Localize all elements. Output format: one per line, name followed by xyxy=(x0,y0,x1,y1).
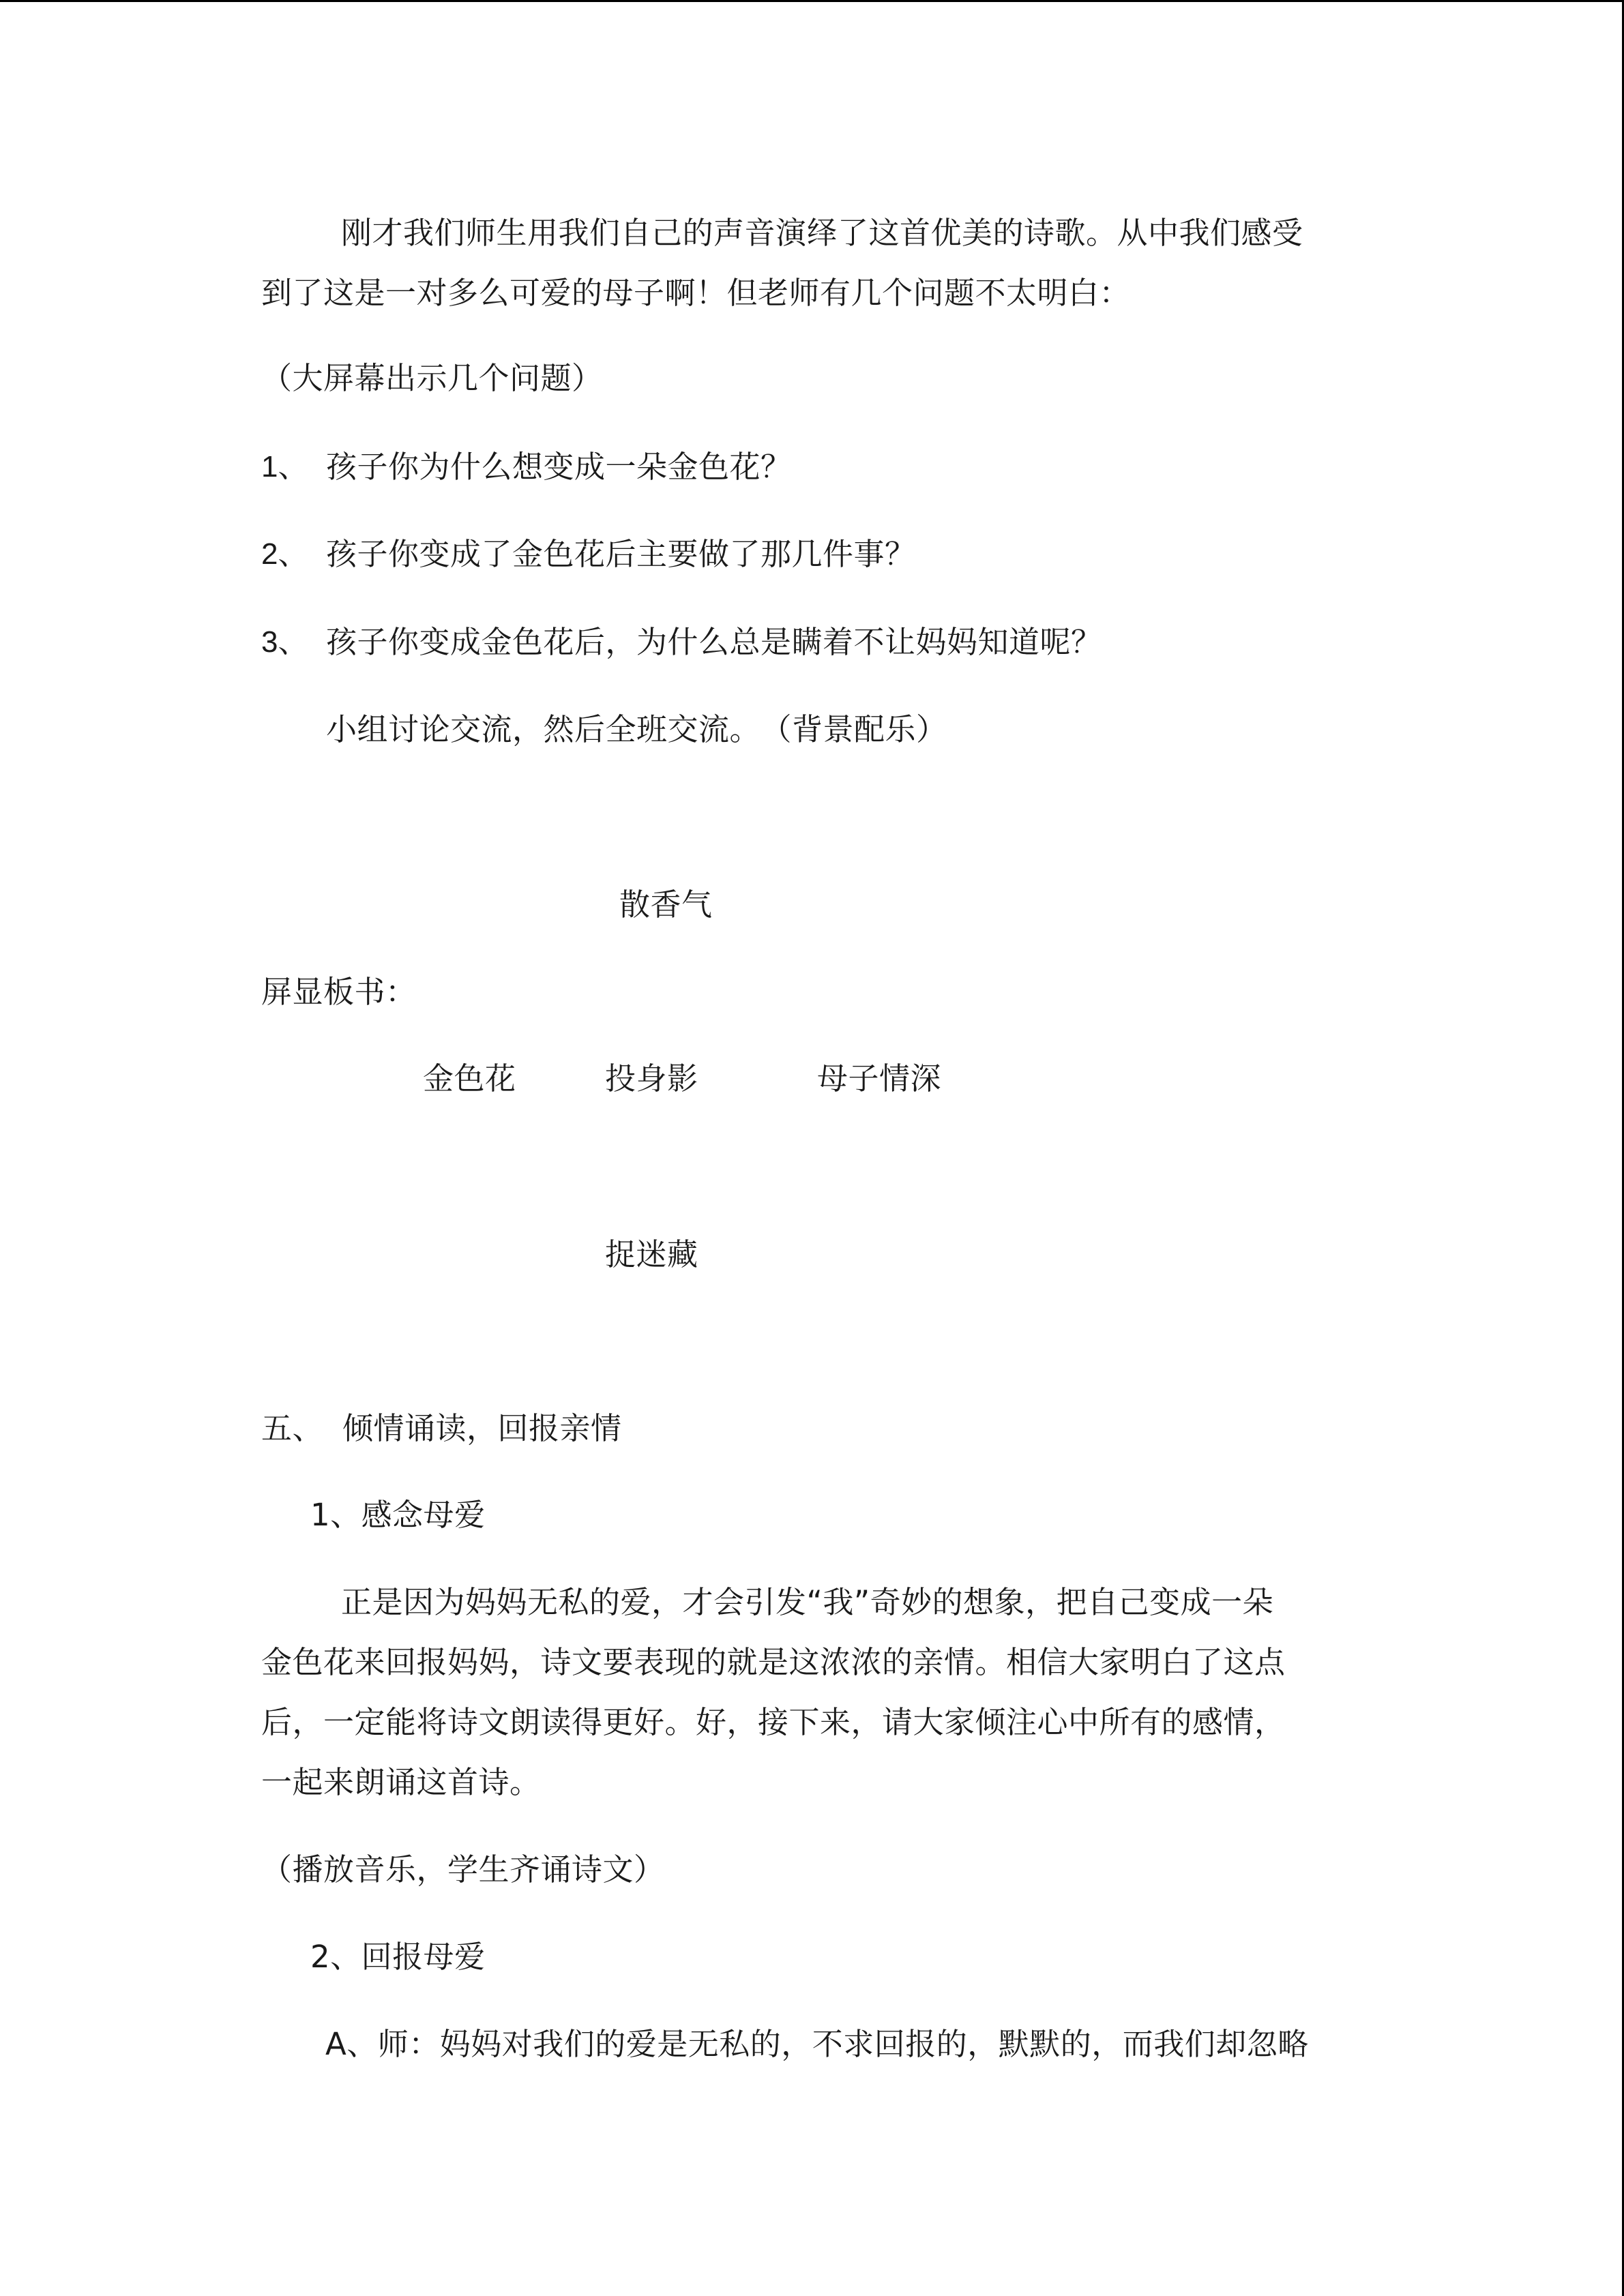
subheading-2: 2、回报母爱 xyxy=(310,1939,486,1975)
board-left-item: 金色花 xyxy=(423,1060,516,1097)
section-5-number: 五、 xyxy=(261,1410,324,1446)
paragraph-2-line-2: 金色花来回报妈妈，诗文要表现的就是这浓浓的亲情。相信大家明白了这点 xyxy=(261,1644,1286,1680)
question-2-text: 孩子你变成了金色花后主要做了那几件事？ xyxy=(326,536,916,572)
board-top-item: 散香气 xyxy=(619,886,713,923)
board-middle-item: 投身影 xyxy=(605,1060,698,1097)
paragraph-2-line-1: 正是因为妈妈无私的爱，才会引发“我”奇妙的想象，把自己变成一朵 xyxy=(341,1584,1274,1620)
question-1-number: 1、 xyxy=(261,450,308,483)
paragraph-1-line-2: 到了这是一对多么可爱的母子啊！但老师有几个问题不太明白： xyxy=(261,275,1131,311)
paragraph-3-line-1: A、师：妈妈对我们的爱是无私的，不求回报的，默默的，而我们却忽略 xyxy=(325,2026,1309,2062)
question-3-number: 3、 xyxy=(261,625,308,659)
page-top-border xyxy=(0,0,1624,2)
paragraph-2-line-3: 后，一定能将诗文朗读得更好。好，接下来，请大家倾注心中所有的感情， xyxy=(261,1704,1286,1740)
paragraph-2-line-4: 一起来朗诵这首诗。 xyxy=(261,1764,541,1800)
question-2-number: 2、 xyxy=(261,537,308,571)
board-bottom-item: 捉迷藏 xyxy=(605,1236,698,1272)
question-3-text: 孩子你变成金色花后，为什么总是瞒着不让妈妈知道呢？ xyxy=(326,624,1102,660)
question-1-text: 孩子你为什么想变成一朵金色花？ xyxy=(326,449,792,485)
section-5-title: 倾情诵读，回报亲情 xyxy=(342,1410,622,1446)
discussion-line: 小组讨论交流，然后全班交流。 （背景配乐） xyxy=(326,711,947,747)
music-note: （播放音乐，学生齐诵诗文） xyxy=(261,1851,665,1888)
board-right-item: 母子情深 xyxy=(817,1060,942,1097)
subheading-1: 1、感念母爱 xyxy=(310,1497,486,1533)
board-label: 屏显板书： xyxy=(261,974,417,1010)
paragraph-1-line-1: 刚才我们师生用我们自己的声音演绎了这首优美的诗歌。从中我们感受 xyxy=(341,215,1303,251)
screen-note: （大屏幕出示几个问题） xyxy=(261,360,603,396)
